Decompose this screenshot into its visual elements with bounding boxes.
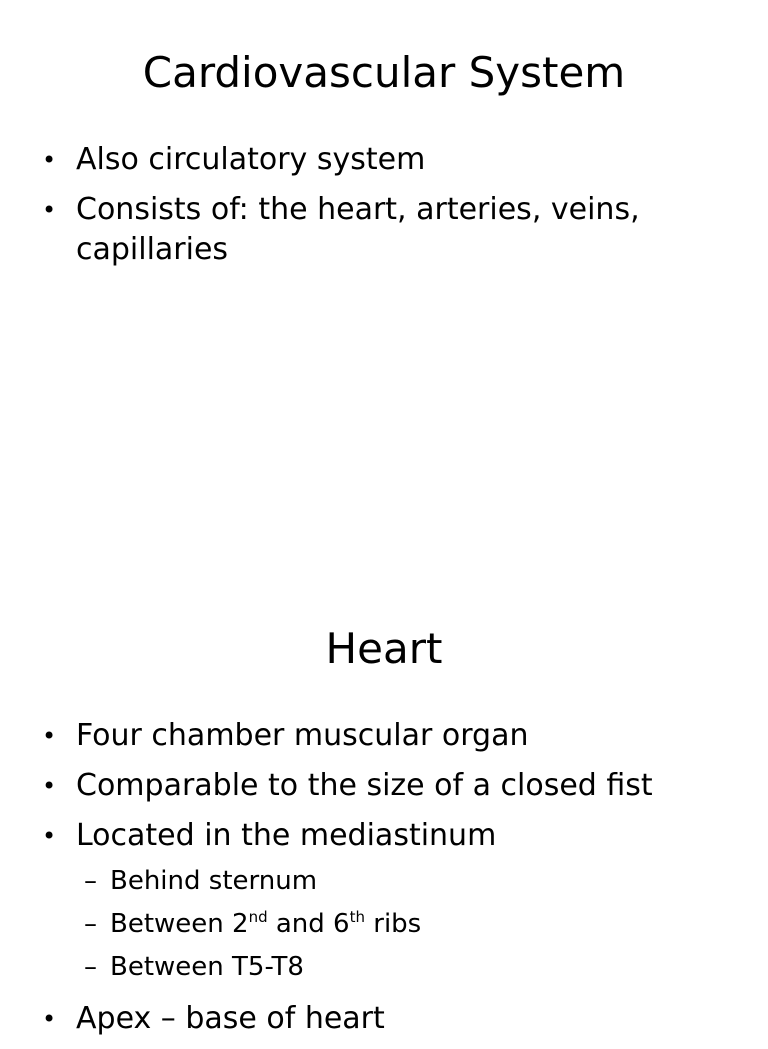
ordinal-suffix: nd [248, 908, 268, 926]
bullet-item [0, 140, 768, 180]
bullet-item [0, 766, 768, 806]
ordinal-suffix: th [349, 908, 365, 926]
dash-icon: – [84, 866, 97, 896]
bullet-text: Also circulatory system [76, 142, 426, 177]
sub-bullet-text: Between T5-T8 [110, 952, 304, 982]
sub-bullet-text-part: ribs [365, 909, 422, 939]
bullet-text: Comparable to the size of a closed fist [76, 768, 653, 803]
bullet-icon: • [42, 822, 57, 850]
sub-bullet-text-part: Between 2 [110, 909, 249, 939]
bullet-text: Located in the mediastinum [76, 818, 497, 853]
sub-bullet-list [76, 860, 728, 989]
bullet-icon: • [42, 146, 57, 174]
bullet-list [0, 716, 768, 1049]
dash-icon: – [84, 909, 97, 939]
bullet-text: Four chamber muscular organ [76, 718, 529, 753]
sub-bullet-text [110, 909, 421, 939]
bullet-item [0, 190, 768, 270]
dash-icon: – [84, 952, 97, 982]
bullet-text: Consists of: the heart, arteries, veins, capillaries [76, 192, 640, 267]
slide-title: Heart [325, 624, 443, 673]
sub-bullet-text: Behind sternum [110, 866, 318, 896]
sub-bullet-item [76, 860, 728, 903]
slide-title: Cardiovascular System [142, 48, 626, 97]
bullet-item [0, 716, 768, 756]
bullet-icon: • [42, 1005, 57, 1033]
sub-bullet-item [76, 903, 728, 946]
bullet-icon: • [42, 772, 57, 800]
bullet-text: Apex – base of heart [76, 1001, 385, 1036]
bullet-icon: • [42, 722, 57, 750]
bullet-item [0, 816, 768, 989]
sub-bullet-text-part: and 6 [267, 909, 350, 939]
sub-bullet-item [76, 946, 728, 989]
bullet-icon: • [42, 196, 57, 224]
bullet-list [0, 140, 768, 280]
bullet-item [0, 999, 768, 1039]
